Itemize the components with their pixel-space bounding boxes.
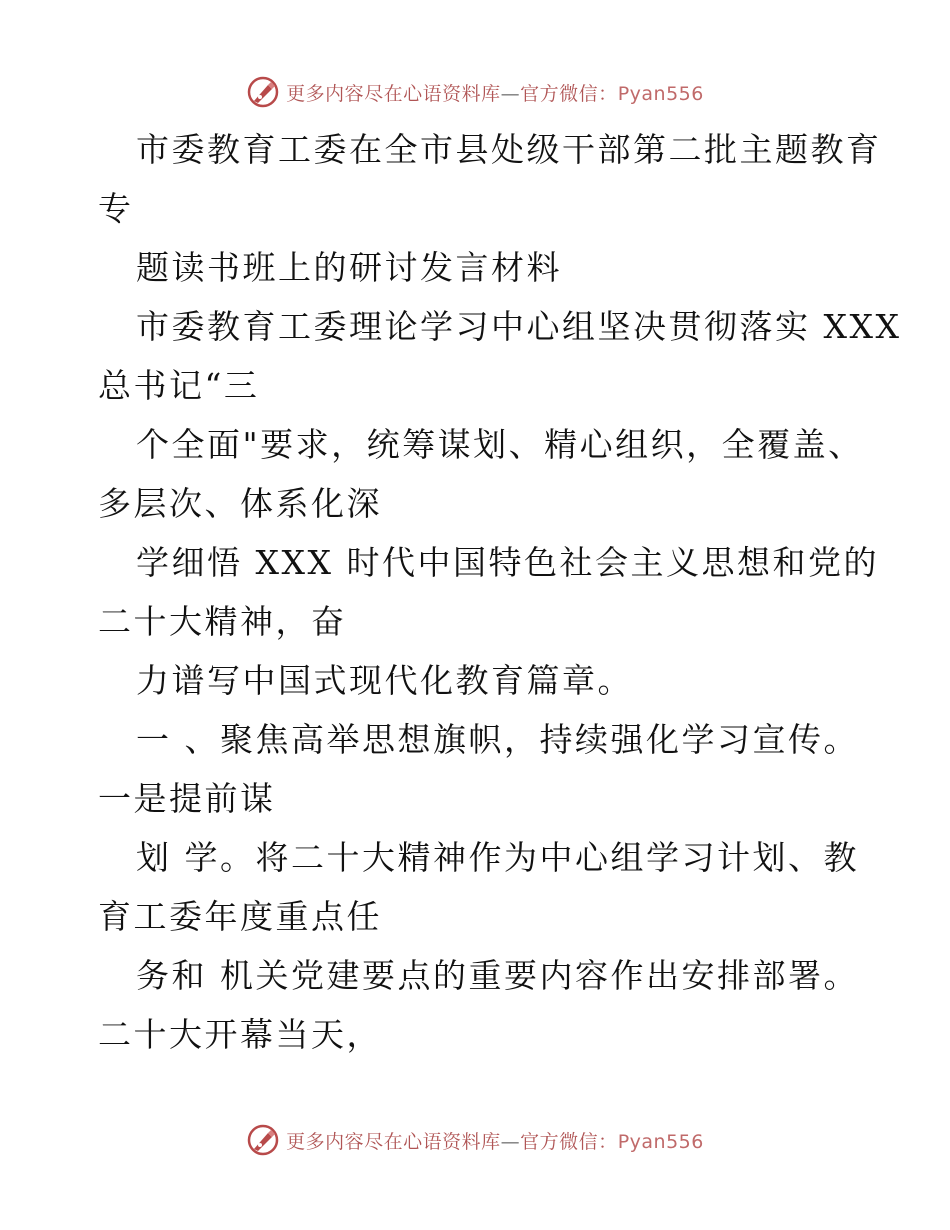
pen-nib-logo-icon [246, 1123, 280, 1157]
watermark-id: Pyan556 [617, 1130, 704, 1153]
watermark-dash: — [500, 82, 521, 105]
text-line: 专 [98, 189, 134, 228]
document-body [98, 120, 902, 1064]
text-line: 二十大精神，奋 [98, 602, 347, 641]
text-line: 市委教育工委在全市县处级干部第二批主题教育 [136, 130, 882, 169]
text-line: 总书记“三 [98, 366, 260, 405]
text-line: 一是提前谋 [98, 779, 276, 818]
text-line: 务和 机关党建要点的重要内容作出安排部署。 [136, 956, 859, 995]
text-line: 市委教育工委理论学习中心组坚决贯彻落实 XXX [136, 307, 902, 346]
text-line: 划 学。将二十大精神作为中心组学习计划、教 [136, 838, 859, 877]
pen-nib-logo-icon [246, 75, 280, 109]
text-line: 个全面"要求，统筹谋划、精心组织，全覆盖、 [136, 425, 864, 464]
watermark-text [286, 1127, 704, 1154]
header-watermark [0, 72, 950, 112]
text-line: 多层次、体系化深 [98, 484, 382, 523]
watermark-label: 更多内容尽在心语资料库 [286, 82, 501, 105]
text-line: 二十大开幕当天， [98, 1015, 382, 1054]
text-line: 力谱写中国式现代化教育篇章。 [136, 661, 633, 700]
watermark-suffix: 官方微信： [520, 82, 618, 105]
watermark-label: 更多内容尽在心语资料库 [286, 1130, 501, 1153]
text-line: 育工委年度重点任 [98, 897, 382, 936]
text-line: 一 、聚焦高举思想旗帜，持续强化学习宣传。 [136, 720, 859, 759]
watermark-dash: — [500, 1130, 521, 1153]
watermark-id: Pyan556 [617, 82, 704, 105]
watermark-text [286, 79, 704, 106]
watermark-suffix: 官方微信： [520, 1130, 618, 1153]
text-line: 题读书班上的研讨发言材料 [136, 248, 562, 287]
footer-watermark [0, 1120, 950, 1160]
text-line: 学细悟 XXX 时代中国特色社会主义思想和党的 [136, 543, 879, 582]
